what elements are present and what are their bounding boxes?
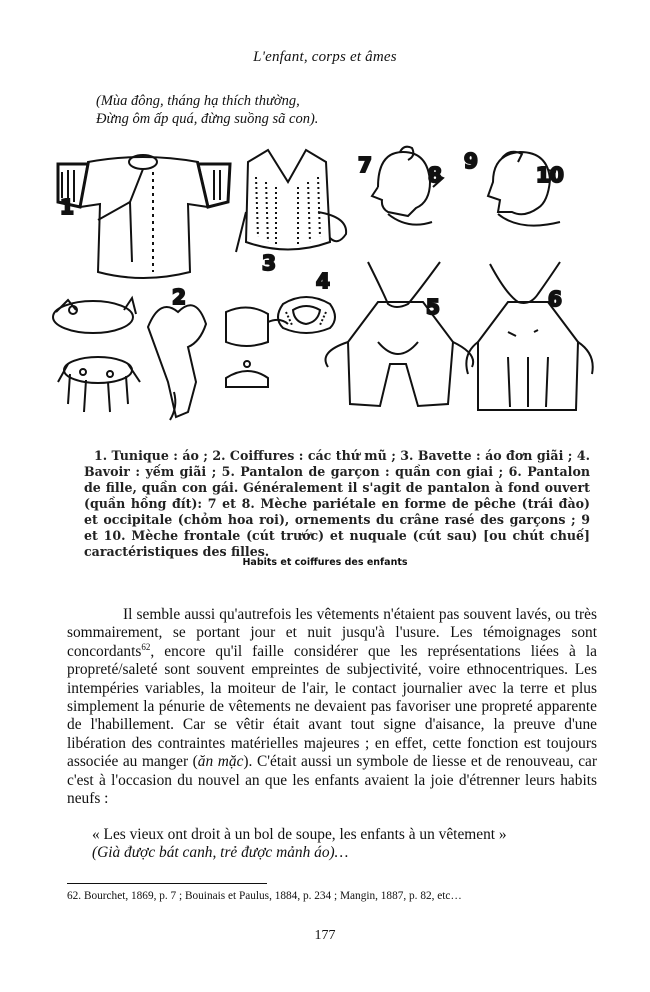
bavoir-drawing (278, 297, 335, 333)
figure-caption-text: 1. Tunique : áo ; 2. Coiffures : các thứ mũ ; 3. Bavette : áo đơn giãi ; 4. Bavoir : yếm giãi ; 5. Pantalon de garçon : quần con giai ; 6. Pantalon de fille, quần con gái. Généralement il s'agit de pantalon à fond ouvert (quần hồng đít): 7 et 8. Mèche pariétale en forme de pêche (trái đào) et occipitale (chỏm hoa roi), ornements du crâne rasé des garçons ; 9 et 10. Mèche frontale (cút trước) et nuquale (cút sau) [ou chút chuế] caractéristiques des filles. (84, 448, 590, 559)
footnote: 62. Bourchet, 1869, p. 7 ; Bouinais et Paulus, 1884, p. 234 ; Mangin, 1887, p. 82, etc… (67, 890, 462, 902)
footnote-divider (67, 883, 267, 884)
running-head: L'enfant, corps et âmes (253, 49, 397, 65)
figure-label-4: 4 (316, 269, 330, 293)
paragraph-term: ăn mặc (197, 753, 244, 771)
verse-line-1: (Mùa đông, tháng hạ thích thường, (96, 93, 300, 109)
figure-label-5: 5 (426, 295, 440, 319)
illustration-drawing (48, 142, 608, 442)
paragraph-text-3: ). C'était aussi un symbole de liesse et de renouveau, car c'est à l'occasion du nouvel an que les enfants avaient la joie d'étrenner leurs habits neufs : (67, 753, 598, 808)
figure-label-9: 9 (464, 149, 478, 173)
figure-label-2: 2 (172, 285, 186, 309)
quote-french: « Les vieux ont droit à un bol de soupe, les enfants à un vêtement » (92, 826, 507, 843)
figure-title: Habits et coiffures des enfants (242, 557, 408, 568)
bavette-drawing (236, 150, 346, 252)
tunic-drawing (58, 155, 230, 278)
clothing-illustration (48, 142, 608, 442)
verse-epigraph (96, 92, 318, 128)
paragraph-text-1: Il semble aussi qu'autrefois les vêtements n'étaient pas souvent lavés, ou très sommairement, se portant jour et nuit jusqu'à l'usure. Les témoignages sont concordants (67, 606, 597, 660)
coiffures-drawing (53, 298, 288, 420)
figure-caption (84, 448, 590, 560)
proverb-quote (92, 826, 602, 863)
figure-label-3: 3 (262, 251, 276, 275)
figure-label-1: 1 (60, 195, 74, 219)
footnote-reference[interactable]: 62 (141, 641, 151, 652)
figure-label-10: 10 (536, 163, 564, 187)
quote-vietnamese: (Già được bát canh, trẻ được mảnh áo)… (92, 844, 349, 862)
figure-label-6: 6 (548, 287, 562, 311)
figure-label-7: 7 (358, 153, 372, 177)
figure-label-8: 8 (428, 163, 442, 187)
boy-pantalon-drawing (326, 262, 474, 406)
girl-pantalon-drawing (466, 262, 592, 410)
page-number: 177 (314, 928, 336, 943)
paragraph-text-2: , encore qu'il faille considérer que les représentations liées à la propreté/saleté sont souvent empreintes de subjectivité, voire ethnocentriques. Les intempéries variables, la moiteur de l'air, le contact journalier avec la terre et plus simplement la pénurie de vêtements ne devaient pas favoriser une propreté apparente de l'habillement. Car se vêtir était avant tout signe d'aisance, la preuve d'une libération des contraintes matérielles majeures ; en effet, cette fonction est toujours associée au manger ( (67, 642, 597, 771)
body-paragraph (67, 606, 597, 808)
verse-line-2: Đừng ôm ấp quá, đừng suồng sã con). (96, 111, 319, 127)
